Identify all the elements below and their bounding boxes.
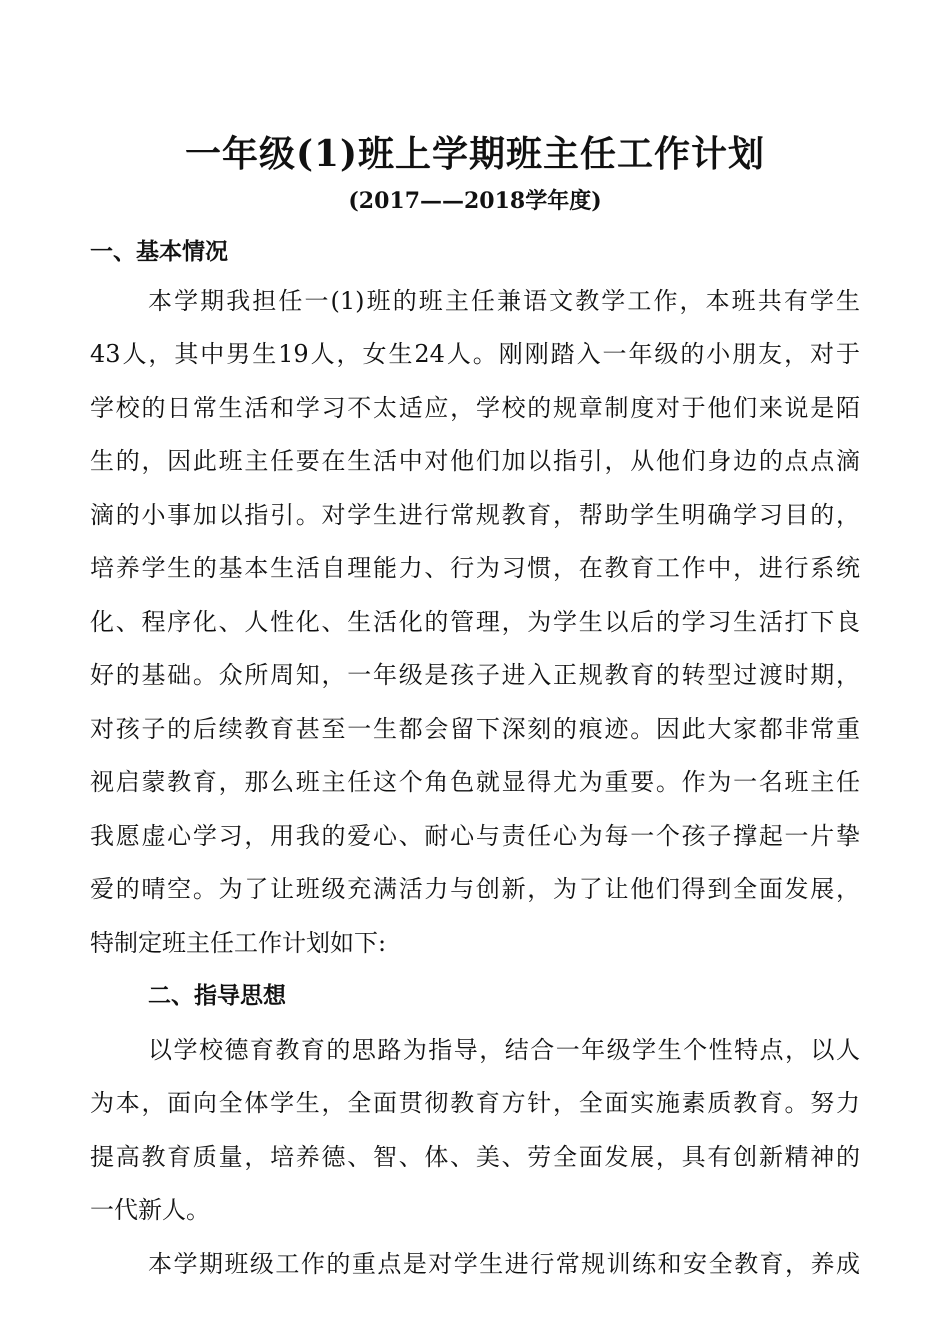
paragraph-line: 本学期班级工作的重点是对学生进行常规训练和安全教育，养成 [148,1250,860,1278]
paragraph-line: 提高教育质量，培养德、智、体、美、劳全面发展，具有创新精神的 [90,1143,860,1171]
paragraph-line: 生的，因此班主任要在生活中对他们加以指引，从他们身边的点点滴 [90,447,860,475]
document-title: 一年级(1)班上学期班主任工作计划 [184,133,766,175]
section-heading-guiding-ideology: 二、指导思想 [148,982,286,1009]
paragraph-line: 本学期我担任一(1)班的班主任兼语文教学工作，本班共有学生 [148,287,860,315]
paragraph-line: 视启蒙教育，那么班主任这个角色就显得尤为重要。作为一名班主任 [90,768,860,796]
document-subtitle: (2017——2018学年度) [348,188,602,214]
paragraph-line: 我愿虚心学习，用我的爱心、耐心与责任心为每一个孩子撑起一片挚 [90,822,860,850]
paragraph-line: 以学校德育教育的思路为指导，结合一年级学生个性特点，以人 [148,1036,860,1064]
paragraph-line: 滴的小事加以指引。对学生进行常规教育，帮助学生明确学习目的， [90,501,860,529]
paragraph-line: 学校的日常生活和学习不太适应，学校的规章制度对于他们来说是陌 [90,394,860,422]
paragraph-line: 一代新人。 [90,1196,210,1224]
paragraph-line: 爱的晴空。为了让班级充满活力与创新，为了让他们得到全面发展， [90,875,860,903]
paragraph-line: 特制定班主任工作计划如下: [90,929,387,957]
paragraph-line: 培养学生的基本生活自理能力、行为习惯，在教育工作中，进行系统 [90,554,860,582]
paragraph-line: 化、程序化、人性化、生活化的管理，为学生以后的学习生活打下良 [90,608,860,636]
paragraph-line: 为本，面向全体学生，全面贯彻教育方针，全面实施素质教育。努力 [90,1089,860,1117]
paragraph-line: 好的基础。众所周知，一年级是孩子进入正规教育的转型过渡时期， [90,661,860,689]
paragraph-line: 43人，其中男生19人，女生24人。刚刚踏入一年级的小朋友，对于 [90,340,860,368]
section-heading-basic-situation: 一、基本情况 [90,238,228,265]
paragraph-line: 对孩子的后续教育甚至一生都会留下深刻的痕迹。因此大家都非常重 [90,715,860,743]
